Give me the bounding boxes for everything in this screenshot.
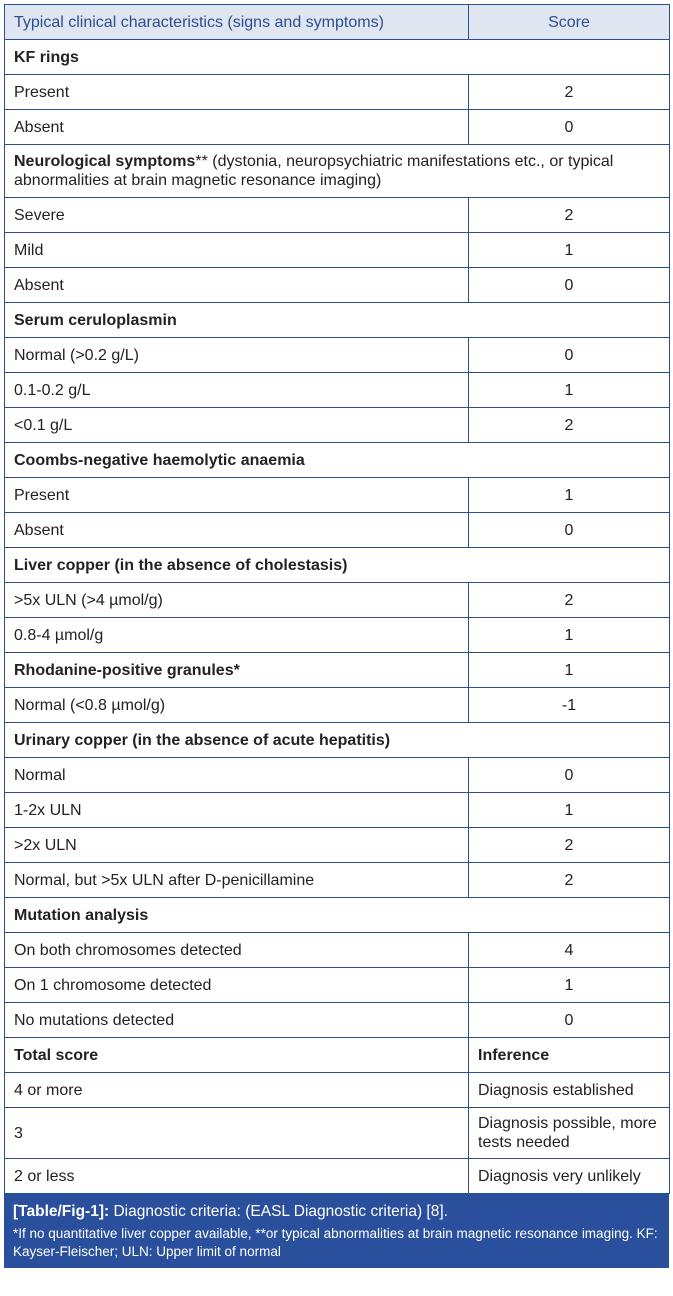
section-header-row [5, 40, 670, 75]
score-cell: 1 [469, 373, 670, 408]
score-cell: 1 [469, 793, 670, 828]
criterion-cell: Absent [5, 513, 469, 548]
criterion-cell: Normal [5, 758, 469, 793]
score-cell: 2 [469, 828, 670, 863]
score-cell: 2 [469, 863, 670, 898]
header-score: Score [469, 5, 670, 40]
section-title [5, 898, 670, 933]
table-row [5, 618, 670, 653]
section-header-row [5, 898, 670, 933]
criterion-cell: Absent [5, 268, 469, 303]
criterion-cell: 0.1-0.2 g/L [5, 373, 469, 408]
table-row [5, 110, 670, 145]
section-title-text: Coombs-negative haemolytic anaemia [14, 451, 305, 469]
table-row [5, 793, 670, 828]
score-cell: 2 [469, 198, 670, 233]
table-row [5, 408, 670, 443]
section-header-row [5, 548, 670, 583]
total-score-cell: 4 or more [5, 1073, 469, 1108]
caption-footnote: *If no quantitative liver copper available, **or typical abnormalities at brain magnetic resonance imaging. KF: Kayser-Fleischer; ULN: Upper limit of normal [13, 1226, 658, 1259]
table-header-row [5, 5, 670, 40]
score-cell: 2 [469, 583, 670, 618]
table-row [5, 338, 670, 373]
section-header-row [5, 303, 670, 338]
table-row [5, 863, 670, 898]
summary-row [5, 1159, 670, 1194]
criterion-cell: Present [5, 478, 469, 513]
section-title-text: Neurological symptoms [14, 153, 196, 170]
criterion-cell: Present [5, 75, 469, 110]
criterion-cell: Absent [5, 110, 469, 145]
inference-cell: Diagnosis possible, more tests needed [469, 1108, 670, 1159]
score-cell: 1 [469, 618, 670, 653]
criterion-cell: On both chromosomes detected [5, 933, 469, 968]
table-row [5, 198, 670, 233]
score-cell: -1 [469, 688, 670, 723]
score-cell: 0 [469, 758, 670, 793]
total-score-cell: 2 or less [5, 1159, 469, 1194]
inference-cell: Diagnosis very unlikely [469, 1159, 670, 1194]
caption-text: Diagnostic criteria: (EASL Diagnostic criteria) [8]. [109, 1203, 448, 1220]
score-cell: 0 [469, 513, 670, 548]
table-caption [4, 1194, 669, 1268]
table-row [5, 478, 670, 513]
table-row [5, 653, 670, 688]
summary-row [5, 1073, 670, 1108]
score-cell: 1 [469, 233, 670, 268]
score-cell: 1 [469, 653, 670, 688]
section-title [5, 548, 670, 583]
criteria-table-figure [4, 4, 669, 1268]
section-title [5, 303, 670, 338]
table-row [5, 75, 670, 110]
caption-label: [Table/Fig-1]: [13, 1203, 110, 1220]
score-cell: 1 [469, 968, 670, 1003]
table-row [5, 268, 670, 303]
score-cell: 1 [469, 478, 670, 513]
table-row [5, 968, 670, 1003]
criterion-cell: >5x ULN (>4 µmol/g) [5, 583, 469, 618]
criterion-cell: Normal (>0.2 g/L) [5, 338, 469, 373]
table-row [5, 373, 670, 408]
section-title-text: Urinary copper (in the absence of acute hepatitis) [14, 731, 391, 749]
score-cell: 0 [469, 338, 670, 373]
score-cell: 2 [469, 408, 670, 443]
summary-row [5, 1108, 670, 1159]
header-characteristics: Typical clinical characteristics (signs and symptoms) [5, 5, 469, 40]
section-header-row [5, 145, 670, 198]
table-row [5, 1003, 670, 1038]
inference-cell: Diagnosis established [469, 1073, 670, 1108]
total-score-cell: 3 [5, 1108, 469, 1159]
section-title-detail: ** (dystonia, neuropsychiatric manifestations etc., or typical abnormalities at brain magnetic resonance imaging) [14, 153, 614, 189]
criterion-cell: 0.8-4 µmol/g [5, 618, 469, 653]
score-cell: 0 [469, 1003, 670, 1038]
table-body [5, 40, 670, 1194]
section-title [5, 443, 670, 478]
criterion-cell: On 1 chromosome detected [5, 968, 469, 1003]
table-row [5, 583, 670, 618]
criterion-cell: No mutations detected [5, 1003, 469, 1038]
score-cell: 4 [469, 933, 670, 968]
summary-header-inference: Inference [469, 1038, 670, 1073]
section-title [5, 723, 670, 758]
section-header-row [5, 443, 670, 478]
summary-header-row [5, 1038, 670, 1073]
section-title [5, 40, 670, 75]
criterion-cell: <0.1 g/L [5, 408, 469, 443]
section-title-text: Mutation analysis [14, 906, 149, 924]
criterion-cell: >2x ULN [5, 828, 469, 863]
criterion-cell: 1-2x ULN [5, 793, 469, 828]
section-header-row [5, 723, 670, 758]
score-cell: 0 [469, 268, 670, 303]
table-row [5, 758, 670, 793]
criterion-cell: Rhodanine-positive granules* [5, 653, 469, 688]
summary-header-total: Total score [5, 1038, 469, 1073]
criterion-cell: Normal, but >5x ULN after D-penicillamine [5, 863, 469, 898]
table-row [5, 688, 670, 723]
table-row [5, 933, 670, 968]
section-title [5, 145, 670, 198]
score-cell: 2 [469, 75, 670, 110]
table-row [5, 513, 670, 548]
table-row [5, 828, 670, 863]
criterion-cell: Normal (<0.8 µmol/g) [5, 688, 469, 723]
section-title-text: KF rings [14, 48, 79, 66]
diagnostic-criteria-table [4, 4, 670, 1194]
section-title-text: Liver copper (in the absence of cholestasis) [14, 556, 348, 574]
score-cell: 0 [469, 110, 670, 145]
section-title-text: Serum ceruloplasmin [14, 311, 177, 329]
criterion-cell: Severe [5, 198, 469, 233]
table-row [5, 233, 670, 268]
criterion-cell: Mild [5, 233, 469, 268]
